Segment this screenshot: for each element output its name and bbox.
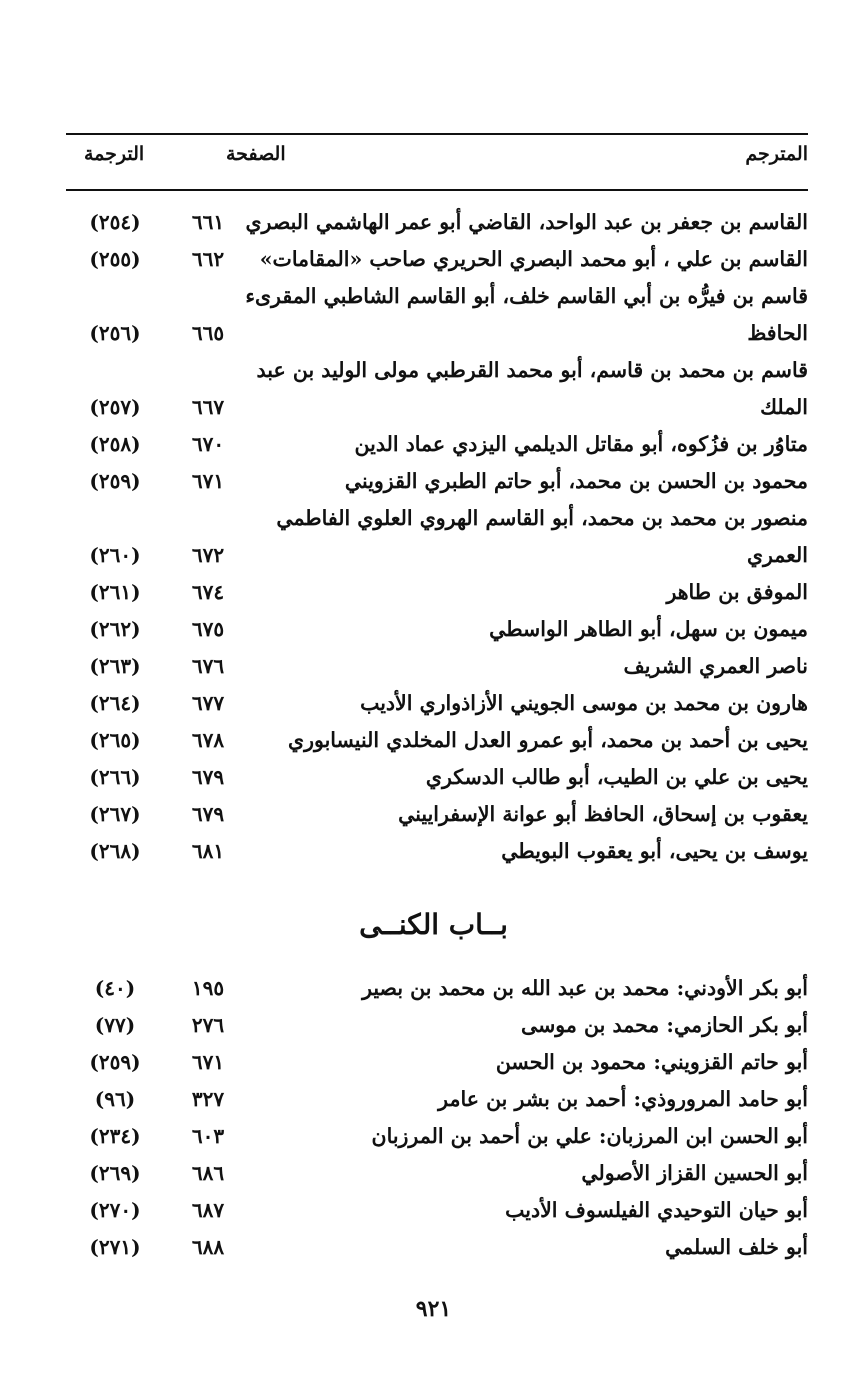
entry-page: ٦٧٨	[191, 728, 225, 752]
index-entry	[66, 1155, 808, 1192]
entry-number: (٢٦٩)	[89, 1161, 141, 1185]
entry-page: ٦٦٧	[191, 395, 225, 419]
index-entry	[66, 1007, 808, 1044]
entry-name-line: قاسم بن فيرُّه بن أبي القاسم خلف، أبو القاسم الشاطبي المقرىء	[245, 284, 808, 308]
entry-page: ٦٧٧	[191, 691, 225, 715]
header-translation: الترجمة	[84, 143, 145, 165]
entry-number: (٢٥٩)	[89, 469, 141, 493]
entry-page: ٦٧٢	[191, 543, 225, 567]
entry-name-line: هارون بن محمد بن موسى الجويني الأزاذواري الأديب	[360, 691, 808, 715]
index-entry	[66, 759, 808, 796]
entry-name-line: الملك	[760, 395, 808, 419]
entry-page: ٦٦٥	[191, 321, 225, 345]
entry-number: (٢٦٥)	[89, 728, 141, 752]
top-rule	[66, 133, 808, 135]
entry-name	[248, 352, 808, 426]
entry-name-line: أبو حاتم القزويني: محمود بن الحسن	[495, 1050, 808, 1074]
entry-name	[248, 463, 808, 500]
entry-name-line: أبو حامد المروروذي: أحمد بن بشر بن عامر	[438, 1087, 808, 1111]
entry-page: ٣٢٧	[191, 1087, 225, 1111]
entry-name	[248, 1007, 808, 1044]
entry-name-line: يحيى بن أحمد بن محمد، أبو عمرو العدل المخلدي النيسابوري	[288, 728, 808, 752]
kuna-entries-list	[66, 970, 808, 1266]
header-page: الصفحة	[226, 143, 286, 165]
entry-number: (٢٥٧)	[89, 395, 141, 419]
entry-name	[248, 1192, 808, 1229]
entry-page: ٦٨٨	[191, 1235, 225, 1259]
entry-number: (٢٦٤)	[89, 691, 141, 715]
entry-name-line: أبو حيان التوحيدي الفيلسوف الأديب	[505, 1198, 808, 1222]
entry-number: (٢٥٩)	[89, 1050, 141, 1074]
entry-number: (٢٧١)	[89, 1235, 141, 1259]
entry-name	[248, 722, 808, 759]
header-name: المترجم	[745, 143, 808, 165]
entry-name-line: الموفق بن طاهر	[666, 580, 808, 604]
entry-number: (٩٦)	[94, 1087, 136, 1111]
entry-page: ٦٨١	[191, 839, 225, 863]
index-entry	[66, 574, 808, 611]
entry-name-line: الحافظ	[747, 321, 808, 345]
table-header	[66, 143, 808, 177]
entry-page: ٦٦١	[191, 210, 225, 234]
index-entry	[66, 500, 808, 574]
entry-number: (٢٦٢)	[89, 617, 141, 641]
entry-name	[248, 611, 808, 648]
entry-name	[245, 278, 808, 352]
entry-number: (٢٣٤)	[89, 1124, 141, 1148]
index-entry	[66, 685, 808, 722]
entry-page: ٦٧١	[191, 1050, 225, 1074]
entry-number: (٢٧٠)	[89, 1198, 141, 1222]
index-entry	[66, 1081, 808, 1118]
entry-number: (٢٥٤)	[89, 210, 141, 234]
header-rule	[66, 189, 808, 191]
entry-name-line: ناصر العمري الشريف	[623, 654, 808, 678]
entry-name-line: يحيى بن علي بن الطيب، أبو طالب الدسكري	[425, 765, 808, 789]
entry-name-line: يعقوب بن إسحاق، الحافظ أبو عوانة الإسفراييني	[398, 802, 808, 826]
index-entry	[66, 648, 808, 685]
page-number: ٩٢١	[415, 1296, 452, 1322]
entry-page: ٦٠٣	[191, 1124, 225, 1148]
entry-name-line: أبو بكر الحازمي: محمد بن موسى	[521, 1013, 808, 1037]
entry-page: ٦٨٧	[191, 1198, 225, 1222]
entry-number: (٢٦٦)	[89, 765, 141, 789]
entry-name-line: محمود بن الحسن بن محمد، أبو حاتم الطبري القزويني	[344, 469, 808, 493]
index-entry	[66, 1229, 808, 1266]
section-title: بــاب الكنــى	[359, 908, 508, 941]
index-entry	[66, 204, 808, 241]
entry-name	[248, 1229, 808, 1266]
entry-name	[248, 796, 808, 833]
entry-name	[245, 204, 808, 241]
entry-name-line: متاوُر بن فزُكوه، أبو مقاتل الديلمي اليزدي عماد الدين	[354, 432, 808, 456]
entry-number: (٧٧)	[94, 1013, 136, 1037]
index-entry	[66, 796, 808, 833]
entry-page: ٦٧٠	[191, 432, 225, 456]
entry-name-line: ميمون بن سهل، أبو الطاهر الواسطي	[489, 617, 808, 641]
entry-number: (٢٦١)	[89, 580, 141, 604]
entry-page: ٦٧٩	[191, 802, 225, 826]
entry-name-line: منصور بن محمد بن محمد، أبو القاسم الهروي العلوي الفاطمي	[276, 506, 808, 530]
entry-name-line: أبو الحسين القزاز الأصولي	[581, 1161, 808, 1185]
entry-name-line: قاسم بن محمد بن قاسم، أبو محمد القرطبي مولى الوليد بن عبد	[256, 358, 808, 382]
index-entry	[66, 833, 808, 870]
entry-page: ٦٧٦	[191, 654, 225, 678]
index-entry	[66, 1118, 808, 1155]
entry-name	[248, 574, 808, 611]
entry-number: (٢٦٠)	[89, 543, 141, 567]
entry-name-line: أبو الحسن ابن المرزبان: علي بن أحمد بن المرزبان	[371, 1124, 808, 1148]
index-entry	[66, 241, 808, 278]
entry-page: ٦٦٢	[191, 247, 225, 271]
entry-name	[248, 241, 808, 278]
entry-name-line: العمري	[746, 543, 808, 567]
entry-name	[248, 426, 808, 463]
entry-name	[248, 1118, 808, 1155]
index-entry	[66, 611, 808, 648]
entry-page: ١٩٥	[191, 976, 225, 1000]
entry-name-line: يوسف بن يحيى، أبو يعقوب البويطي	[501, 839, 808, 863]
entry-number: (٢٥٦)	[89, 321, 141, 345]
index-entry	[66, 278, 808, 352]
entry-number: (٢٦٣)	[89, 654, 141, 678]
entry-name	[248, 685, 808, 722]
index-entry	[66, 426, 808, 463]
entry-page: ٦٧٥	[191, 617, 225, 641]
entry-page: ٦٧٩	[191, 765, 225, 789]
entry-number: (٢٦٨)	[89, 839, 141, 863]
entry-name	[248, 1155, 808, 1192]
entry-name	[248, 500, 808, 574]
main-entries-list	[66, 204, 808, 870]
entry-number: (٢٥٥)	[89, 247, 141, 271]
entry-page: ٦٨٦	[191, 1161, 225, 1185]
entry-page: ٦٧١	[191, 469, 225, 493]
entry-name-line: القاسم بن علي ، أبو محمد البصري الحريري صاحب «المقامات»	[259, 247, 808, 271]
entry-name	[248, 833, 808, 870]
index-entry	[66, 1044, 808, 1081]
entry-page: ٢٧٦	[191, 1013, 225, 1037]
entry-name	[248, 1044, 808, 1081]
entry-name	[248, 759, 808, 796]
entry-name-line: أبو خلف السلمي	[665, 1235, 808, 1259]
entry-name-line: القاسم بن جعفر بن عبد الواحد، القاضي أبو عمر الهاشمي البصري	[245, 210, 808, 234]
entry-name	[248, 1081, 808, 1118]
entry-page: ٦٧٤	[191, 580, 225, 604]
index-entry	[66, 1192, 808, 1229]
entry-number: (٢٥٨)	[89, 432, 141, 456]
index-entry	[66, 970, 808, 1007]
index-entry	[66, 352, 808, 426]
entry-name	[248, 970, 808, 1007]
index-entry	[66, 463, 808, 500]
index-entry	[66, 722, 808, 759]
entry-name-line: أبو بكر الأودني: محمد بن عبد الله بن محمد بن بصير	[362, 976, 808, 1000]
entry-number: (٤٠)	[94, 976, 136, 1000]
entry-name	[248, 648, 808, 685]
entry-number: (٢٦٧)	[89, 802, 141, 826]
